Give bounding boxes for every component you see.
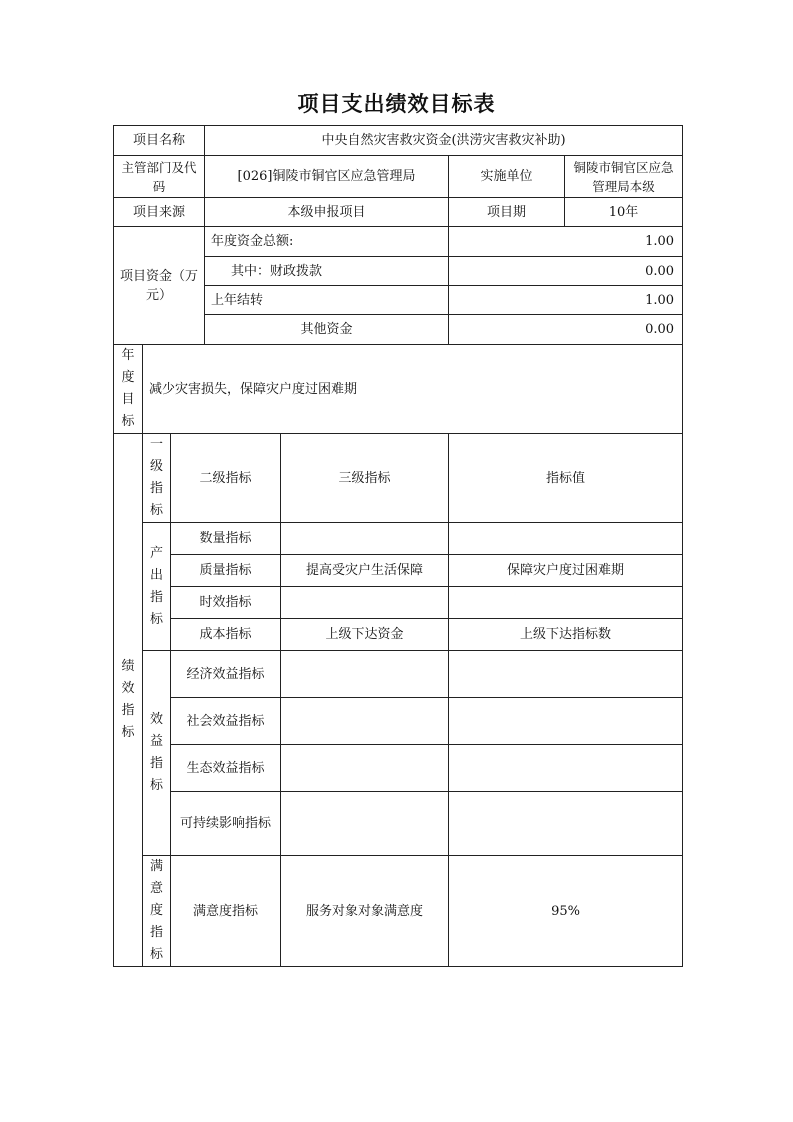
benefit-label-text: 效 益 指 标: [149, 712, 163, 793]
output-row: [114, 619, 683, 651]
performance-label: [114, 434, 143, 967]
dept-label: 主管部门及代码: [114, 156, 205, 198]
output-cost-value: 上级下达指标数: [449, 619, 683, 651]
source-row: [114, 198, 683, 227]
funds-carryover-label: 上年结转: [205, 286, 449, 315]
output-row: [114, 555, 683, 587]
output-quality-l3: 提高受灾户生活保障: [281, 555, 449, 587]
dept-value: [026]铜陵市铜官区应急管理局: [205, 156, 449, 198]
source-value: 本级申报项目: [205, 198, 449, 227]
annual-goal-label-text: 年 度 目 标: [121, 348, 135, 429]
value-header: 指标值: [449, 434, 683, 523]
output-time-value: [449, 587, 683, 619]
performance-label-text: 绩 效 指 标: [121, 659, 135, 740]
period-label: 项目期: [449, 198, 565, 227]
satisfaction-l3: 服务对象对象满意度: [281, 856, 449, 967]
funds-total-value: 1.00: [449, 227, 683, 257]
funds-carryover-value: 1.00: [449, 286, 683, 315]
funds-other-value: 0.00: [449, 315, 683, 345]
benefit-social-l3: [281, 698, 449, 745]
performance-goal-table: [113, 125, 683, 967]
benefit-economic-l2: 经济效益指标: [171, 651, 281, 698]
output-quality-value: 保障灾户度过困难期: [449, 555, 683, 587]
satisfaction-label-text: 满 意 度 指 标: [149, 859, 163, 962]
funds-fiscal-label: 其中：财政拨款: [205, 257, 449, 286]
benefit-sustainable-l3: [281, 792, 449, 856]
impl-unit-label: 实施单位: [449, 156, 565, 198]
benefit-economic-value: [449, 651, 683, 698]
benefit-label: [143, 651, 171, 856]
level1-header: [143, 434, 171, 523]
funds-total-label: 年度资金总额:: [205, 227, 449, 257]
benefit-row: [114, 792, 683, 856]
funds-other-label: 其他资金: [205, 315, 449, 345]
funds-label: 项目资金（万元）: [114, 227, 205, 345]
impl-unit-value: 铜陵市铜官区应急管理局本级: [565, 156, 683, 198]
output-cost-l3: 上级下达资金: [281, 619, 449, 651]
funds-row: [114, 227, 683, 257]
period-value: 10年: [565, 198, 683, 227]
benefit-economic-l3: [281, 651, 449, 698]
output-quality-l2: 质量指标: [171, 555, 281, 587]
benefit-ecological-value: [449, 745, 683, 792]
benefit-ecological-l3: [281, 745, 449, 792]
level3-header: 三级指标: [281, 434, 449, 523]
benefit-row: [114, 698, 683, 745]
output-row: [114, 523, 683, 555]
benefit-social-l2: 社会效益指标: [171, 698, 281, 745]
output-cost-l2: 成本指标: [171, 619, 281, 651]
annual-goal-label: [114, 345, 143, 434]
output-label: [143, 523, 171, 651]
dept-row: [114, 156, 683, 198]
output-quantity-l3: [281, 523, 449, 555]
output-time-l3: [281, 587, 449, 619]
project-name-row: [114, 126, 683, 156]
satisfaction-label: [143, 856, 171, 967]
benefit-row: [114, 745, 683, 792]
output-row: [114, 587, 683, 619]
benefit-row: [114, 651, 683, 698]
project-name-label: 项目名称: [114, 126, 205, 156]
benefit-sustainable-value: [449, 792, 683, 856]
output-quantity-value: [449, 523, 683, 555]
level1-header-text: 一 级 指 标: [149, 437, 163, 518]
satisfaction-l2: 满意度指标: [171, 856, 281, 967]
satisfaction-value: 95%: [449, 856, 683, 967]
page-title: 项目支出绩效目标表: [297, 92, 496, 116]
source-label: 项目来源: [114, 198, 205, 227]
funds-fiscal-value: 0.00: [449, 257, 683, 286]
satisfaction-row: [114, 856, 683, 967]
benefit-sustainable-l2: 可持续影响指标: [171, 792, 281, 856]
benefit-social-value: [449, 698, 683, 745]
benefit-ecological-l2: 生态效益指标: [171, 745, 281, 792]
output-time-l2: 时效指标: [171, 587, 281, 619]
performance-header-row: [114, 434, 683, 523]
annual-goal-value: 减少灾害损失，保障灾户度过困难期: [143, 345, 683, 434]
annual-goal-row: [114, 345, 683, 434]
level2-header: 二级指标: [171, 434, 281, 523]
project-name-value: 中央自然灾害救灾资金(洪涝灾害救灾补助): [205, 126, 683, 156]
output-label-text: 产 出 指 标: [149, 545, 163, 627]
output-quantity-l2: 数量指标: [171, 523, 281, 555]
